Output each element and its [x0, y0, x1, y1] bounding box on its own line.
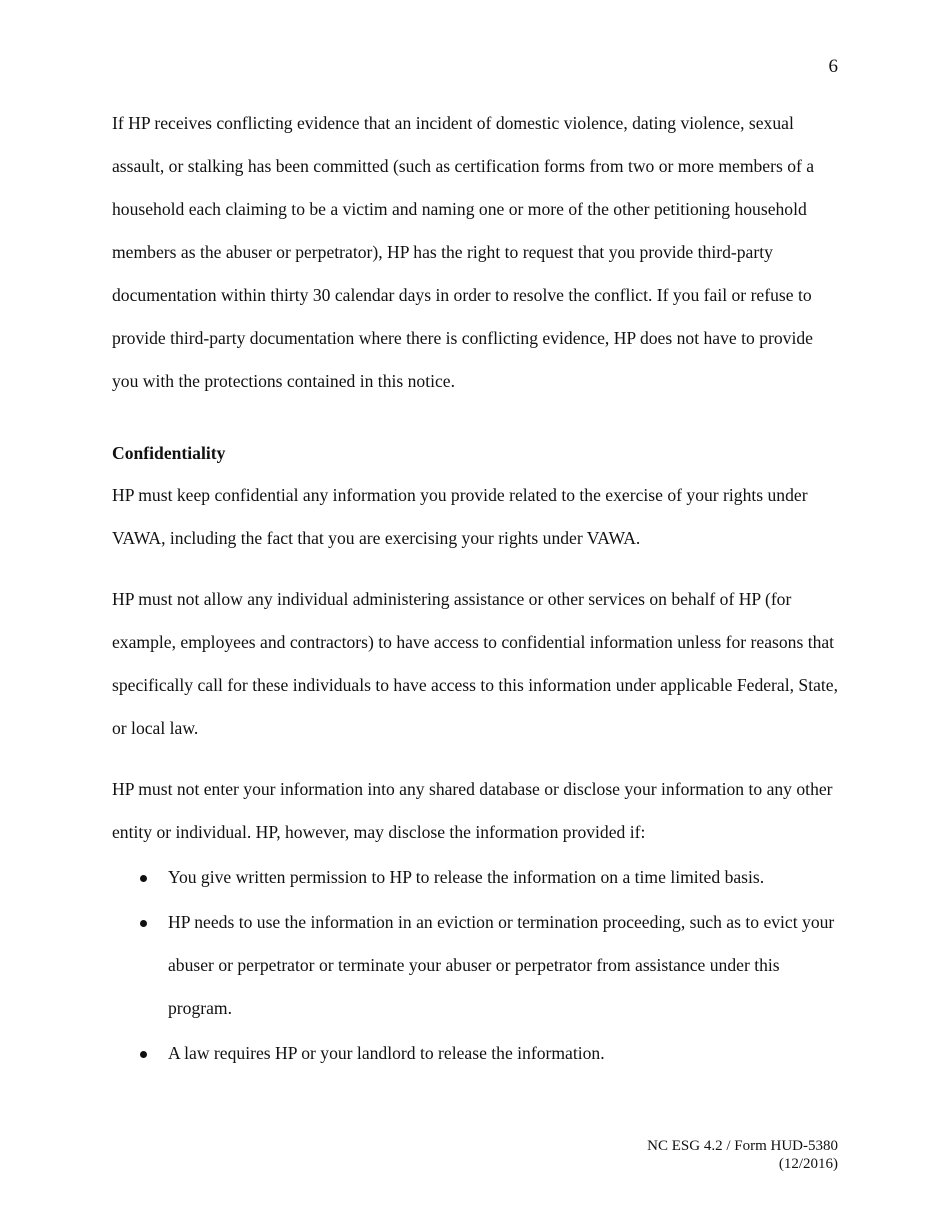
section-heading-confidentiality: Confidentiality [112, 443, 226, 463]
page-footer [647, 1137, 838, 1173]
footer-date-line: (12/2016) [778, 1156, 838, 1172]
bullet-icon [140, 920, 147, 927]
paragraph-keep-confidential: HP must keep confidential any information you provide related to the exercise of your rights under VAWA, including the fact that you are exercising your rights under VAWA. [112, 485, 808, 548]
paragraph-no-access: HP must not allow any individual administering assistance or other services on behalf of HP (for example, employees and contractors) to have access to confidential information unless for reasons that specifically call for these individuals to have access to this information under applicable Federal, State, or local law. [112, 589, 838, 738]
list-item-text: HP needs to use the information in an eviction or termination proceeding, such as to evict your abuser or perpetrator or terminate your abuser or perpetrator from assistance under this program. [168, 912, 835, 1018]
bullet-icon [140, 1051, 147, 1058]
footer-form-line: NC ESG 4.2 / Form HUD-5380 [647, 1138, 838, 1154]
page-number: 6 [828, 56, 838, 77]
paragraph-conflicting-evidence: If HP receives conflicting evidence that an incident of domestic violence, dating violence, sexual assault, or stalking has been committed (such as certification forms from two or more members of a household each claiming to be a victim and naming one or more of the other petitioning household members as the abuser or perpetrator), HP has the right to request that you provide third-party documentation within thirty 30 calendar days in order to resolve the conflict. If you fail or refuse to provide third-party documentation where there is conflicting evidence, HP does not have to provide you with the protections contained in this notice. [112, 113, 815, 391]
list-item [112, 901, 842, 1030]
confidentiality-section-header [112, 441, 842, 465]
document-body [112, 102, 842, 1075]
disclosure-conditions-list [112, 856, 842, 1075]
paragraph-no-disclose: HP must not enter your information into any shared database or disclose your information to any other entity or individual. HP, however, may disclose the information provided if: [112, 779, 833, 842]
list-item-text: You give written permission to HP to release the information on a time limited basis. [168, 867, 765, 887]
list-item-text: A law requires HP or your landlord to release the information. [168, 1043, 605, 1063]
list-item [112, 856, 842, 899]
bullet-icon [140, 875, 147, 882]
list-item [112, 1032, 842, 1075]
